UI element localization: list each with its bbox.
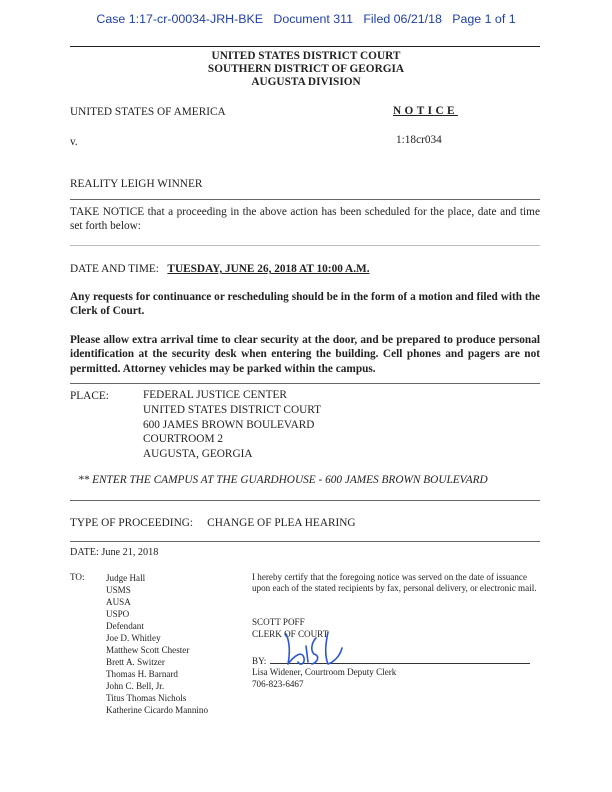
proceeding-label: TYPE OF PROCEEDING: (70, 517, 194, 529)
place-address (143, 388, 321, 462)
list-item: Thomas H. Barnard (106, 669, 178, 679)
divider (70, 500, 540, 501)
list-item: Matthew Scott Chester (106, 645, 190, 655)
place-line: COURTROOM 2 (143, 433, 223, 446)
divider (70, 383, 540, 384)
list-item: Joe D. Whitley (106, 633, 161, 643)
list-item: USMS (106, 585, 131, 595)
list-item: Katherine Cicardo Mannino (106, 705, 209, 715)
proceeding-value: CHANGE OF PLEA HEARING (207, 517, 356, 529)
list-item: John C. Bell, Jr. (106, 681, 165, 691)
date-line: DATE: June 21, 2018 (70, 547, 159, 558)
divider (70, 199, 540, 200)
place-line: AUGUSTA, GEORGIA (143, 448, 253, 461)
by-label: BY: (252, 656, 267, 666)
case-header: Case 1:17-cr-00034-JRH-BKE Document 311 Filed 06/21/18 Page 1 of 1 (96, 12, 516, 26)
place-label: PLACE: (70, 390, 109, 402)
divider (70, 541, 540, 542)
court-district: SOUTHERN DISTRICT OF GEORGIA (207, 63, 405, 75)
case-number: 1:18cr034 (396, 134, 442, 146)
place-line: UNITED STATES DISTRICT COURT (143, 403, 322, 416)
list-item: USPO (106, 609, 130, 619)
date-time (70, 263, 370, 275)
continuance-note: Any requests for continuance or rescheduling should be in the form of a motion and filed with the Clerk of Court. (70, 291, 540, 318)
list-item: Judge Hall (106, 573, 146, 583)
security-note: Please allow extra arrival time to clear security at the door, and be prepared to produce personal identification at the security desk when entering the building. Cell phones and pagers are not permitted. Attorney vehicles may be parked within the campus. (70, 334, 540, 375)
versus: v. (70, 136, 78, 148)
list-item: Titus Thomas Nichols (106, 693, 187, 703)
notice-title: NOTICE (393, 105, 458, 117)
campus-note: ** ENTER THE CAMPUS AT THE GUARDHOUSE - 600 JAMES BROWN BOULEVARD (78, 474, 488, 486)
divider (70, 245, 540, 246)
clerk-title: CLERK OF COURT (252, 629, 329, 639)
recipient-list (106, 572, 208, 716)
certification-text: I hereby certify that the foregoing notice was served on the date of issuance upon each of the stated recipients by fax, personal delivery, or electronic mail. (252, 572, 537, 594)
place-line: 600 JAMES BROWN BOULEVARD (143, 418, 315, 431)
date-time-value: TUESDAY, JUNE 26, 2018 AT 10:00 A.M. (167, 263, 370, 275)
clerk-phone: 706-823-6467 (252, 679, 304, 689)
take-notice-text: TAKE NOTICE that a proceeding in the above action has been scheduled for the place, date and time set forth below: (70, 206, 540, 233)
date-time-label: DATE AND TIME: (70, 263, 159, 275)
court-heading (0, 50, 612, 89)
defendant: REALITY LEIGH WINNER (70, 178, 203, 190)
to-label: TO: (70, 572, 85, 582)
place-line: FEDERAL JUSTICE CENTER (143, 389, 287, 401)
court-name: UNITED STATES DISTRICT COURT (211, 50, 401, 62)
court-division: AUGUSTA DIVISION (251, 76, 361, 88)
clerk-name: SCOTT POFF (252, 617, 305, 627)
list-item: AUSA (106, 597, 131, 607)
signature (272, 628, 352, 670)
divider (70, 46, 540, 47)
list-item: Defendant (106, 621, 144, 631)
deputy-clerk: Lisa Widener, Courtroom Deputy Clerk (252, 667, 397, 677)
proceeding (70, 517, 356, 529)
plaintiff: UNITED STATES OF AMERICA (70, 106, 226, 118)
list-item: Brett A. Switzer (106, 657, 165, 667)
